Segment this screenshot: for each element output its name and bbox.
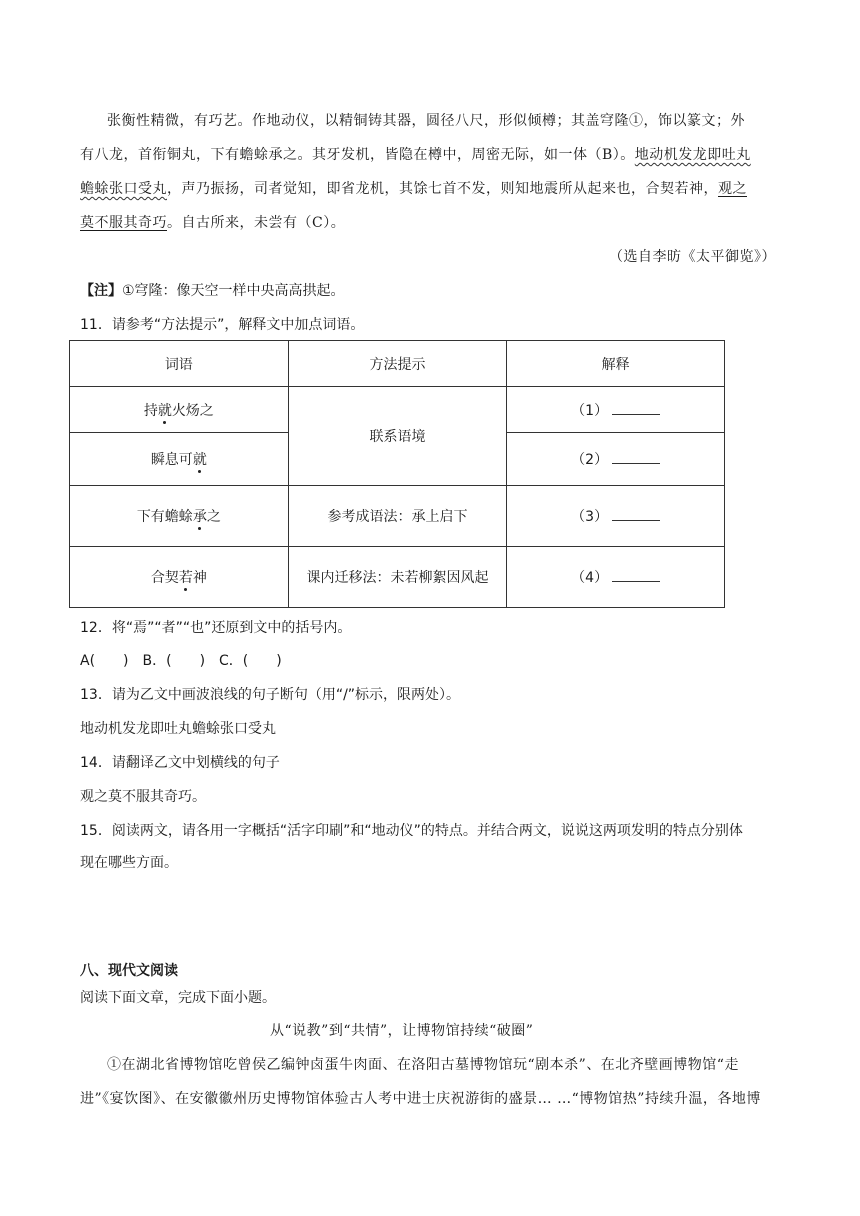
header-explanation: 解释 xyxy=(507,341,725,387)
table-row xyxy=(70,486,725,547)
header-method: 方法提示 xyxy=(288,341,507,387)
question-14-prompt: 14．请翻译乙文中划横线的句子 xyxy=(80,755,280,771)
dotted-char: 就 xyxy=(157,402,172,419)
table-row xyxy=(70,547,725,608)
passage-source: （选自李昉《太平御览》） xyxy=(609,249,776,265)
section-instruction: 阅读下面文章，完成下面小题。 xyxy=(80,990,276,1006)
question-13-sentence: 地动机发龙即吐丸蟾蜍张口受丸 xyxy=(80,721,276,737)
dotted-char: 若 xyxy=(178,570,193,586)
word-cell: 下有蟾蜍承之 xyxy=(70,486,289,547)
vocabulary-table xyxy=(69,340,725,608)
dotted-char: 就 xyxy=(192,452,207,468)
passage-line-3 xyxy=(80,179,747,199)
answer-cell[interactable] xyxy=(507,387,725,433)
answer-blank[interactable] xyxy=(612,567,660,582)
wavy-sentence-part-2: 蟾蜍张口受丸 xyxy=(80,181,167,197)
wavy-sentence-part-1: 地动机发龙即吐丸 xyxy=(634,147,751,163)
passage-line-1: 张衡性精微，有巧艺。作地动仪，以精铜铸其器，圆径八尺，形似倾樽；其盖穹隆①，饰以篆文；外 xyxy=(107,113,745,129)
question-13-prompt: 13．请为乙文中画波浪线的句子断句（用“/”标示，限两处）。 xyxy=(80,687,461,703)
answer-cell[interactable] xyxy=(507,433,725,486)
method-cell: 课内迁移法：未若柳絮因风起 xyxy=(288,547,507,608)
question-12-options[interactable]: A( ) B．( ) C．( ) xyxy=(80,653,282,669)
word-cell: 合契若神 xyxy=(70,547,289,608)
word-cell: 持就火炀之 xyxy=(70,387,289,433)
article-title: 从“说教”到“共情”，让博物馆持续“破圈” xyxy=(270,1023,534,1039)
answer-cell[interactable] xyxy=(507,547,725,608)
answer-cell[interactable] xyxy=(507,486,725,547)
question-15-line-2: 现在哪些方面。 xyxy=(80,855,178,871)
method-cell: 联系语境 xyxy=(288,387,507,486)
underlined-sentence-part-1: 观之 xyxy=(718,181,747,197)
answer-label: （4） xyxy=(571,570,609,586)
passage-text: ，声乃振扬，司者觉知，即省龙机，其馀七首不发，则知地震所从起来也，合契若神， xyxy=(167,181,718,197)
underlined-sentence-part-2: 莫不服其奇巧 xyxy=(80,215,167,231)
question-11-prompt: 11．请参考“方法提示”，解释文中加点词语。 xyxy=(80,317,365,333)
passage-line-4 xyxy=(80,213,345,233)
article-paragraph-line-1: ①在湖北省博物馆吃曾侯乙编钟卤蛋牛肉面、在洛阳古墓博物馆玩“剧本杀”、在北齐壁画博物馆“走 xyxy=(107,1057,739,1073)
answer-label: （1） xyxy=(571,402,609,419)
word-cell: 瞬息可就 xyxy=(70,433,289,486)
passage-text: 。自古所来，未尝有（C）。 xyxy=(167,215,346,231)
article-paragraph-line-2: 进”《宴饮图》、在安徽徽州历史博物馆体验古人考中进士庆祝游街的盛景… …“博物馆热”持续升温，各地博 xyxy=(80,1091,761,1107)
section-heading: 八、现代文阅读 xyxy=(80,963,178,979)
passage-line-2 xyxy=(80,145,751,165)
answer-blank[interactable] xyxy=(612,400,660,415)
answer-blank[interactable] xyxy=(612,449,660,464)
method-cell: 参考成语法：承上启下 xyxy=(288,486,507,547)
passage-text: 有八龙，首衔铜丸，下有蟾蜍承之。其牙发机，皆隐在樽中，周密无际，如一体（B）。 xyxy=(80,147,635,163)
answer-label: （2） xyxy=(571,452,609,468)
header-word: 词语 xyxy=(70,341,289,387)
table-header-row xyxy=(70,341,725,387)
note-text: ①穹隆：像天空一样中央高高拱起。 xyxy=(122,283,345,299)
question-14-sentence: 观之莫不服其奇巧。 xyxy=(80,789,206,805)
table-row xyxy=(70,387,725,433)
question-12-prompt: 12．将“焉”“者”“也”还原到文中的括号内。 xyxy=(80,620,352,636)
passage-note xyxy=(80,281,345,301)
dotted-char: 承 xyxy=(192,509,207,525)
question-15-line-1: 15．阅读两文，请各用一字概括“活字印刷”和“地动仪”的特点。并结合两文，说说这两项发明的特点分别体 xyxy=(80,823,743,839)
answer-blank[interactable] xyxy=(612,506,660,521)
answer-label: （3） xyxy=(571,509,609,525)
note-label: 【注】 xyxy=(80,283,122,299)
